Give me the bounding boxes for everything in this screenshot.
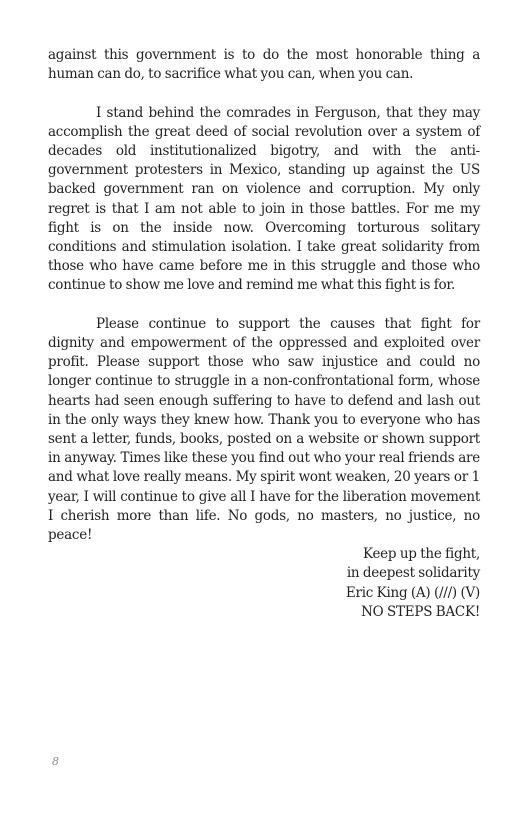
paragraph-spacer bbox=[48, 296, 480, 315]
paragraph-spacer bbox=[48, 84, 480, 103]
paragraph-3: Please continue to support the causes that fight for dignity and empowerment of the oppressed and exploited over profit. Please support those who saw injustice and could no longer continue to struggle in a non-confrontational form, whose hearts had seen enough suffering to have to defend and lash out in the only ways they knew how. Thank you to everyone who has sent a letter, funds, books, posted on a website or shown support in anyway. Times like these you find out who your real friends are and what love really means. My spirit wont weaken, 20 years or 1 year, I will continue to give all I have for the liberation movement I cherish more than life. No gods, no masters, no justice, no peace! bbox=[48, 315, 480, 544]
document-body bbox=[48, 46, 480, 622]
signoff-block bbox=[48, 545, 480, 622]
signoff-closing: NO STEPS BACK! bbox=[361, 603, 480, 620]
page-number: 8 bbox=[52, 755, 59, 768]
signoff-line-2: in deepest solidarity bbox=[346, 565, 480, 582]
paragraph-1: against this government is to do the most honorable thing a human can do, to sacrifice what you can, when you can. bbox=[48, 47, 480, 83]
signature: Eric King (A) (///) (V) bbox=[345, 584, 480, 601]
signoff-line-1: Keep up the fight, bbox=[362, 546, 480, 563]
paragraph-2: I stand behind the comrades in Ferguson, that they may accomplish the great deed of social revolution over a system of decades old institutionalized bigotry, and with the anti-government protesters in Mexico, standing up against the US backed government ran on violence and corruption. My only regret is that I am not able to join in those battles. For me my fight is on the inside now. Overcoming torturous solitary conditions and stimulation isolation. I take great solidarity from those who have came before me in this struggle and those who continue to show me love and remind me what this fight is for. bbox=[48, 104, 480, 294]
